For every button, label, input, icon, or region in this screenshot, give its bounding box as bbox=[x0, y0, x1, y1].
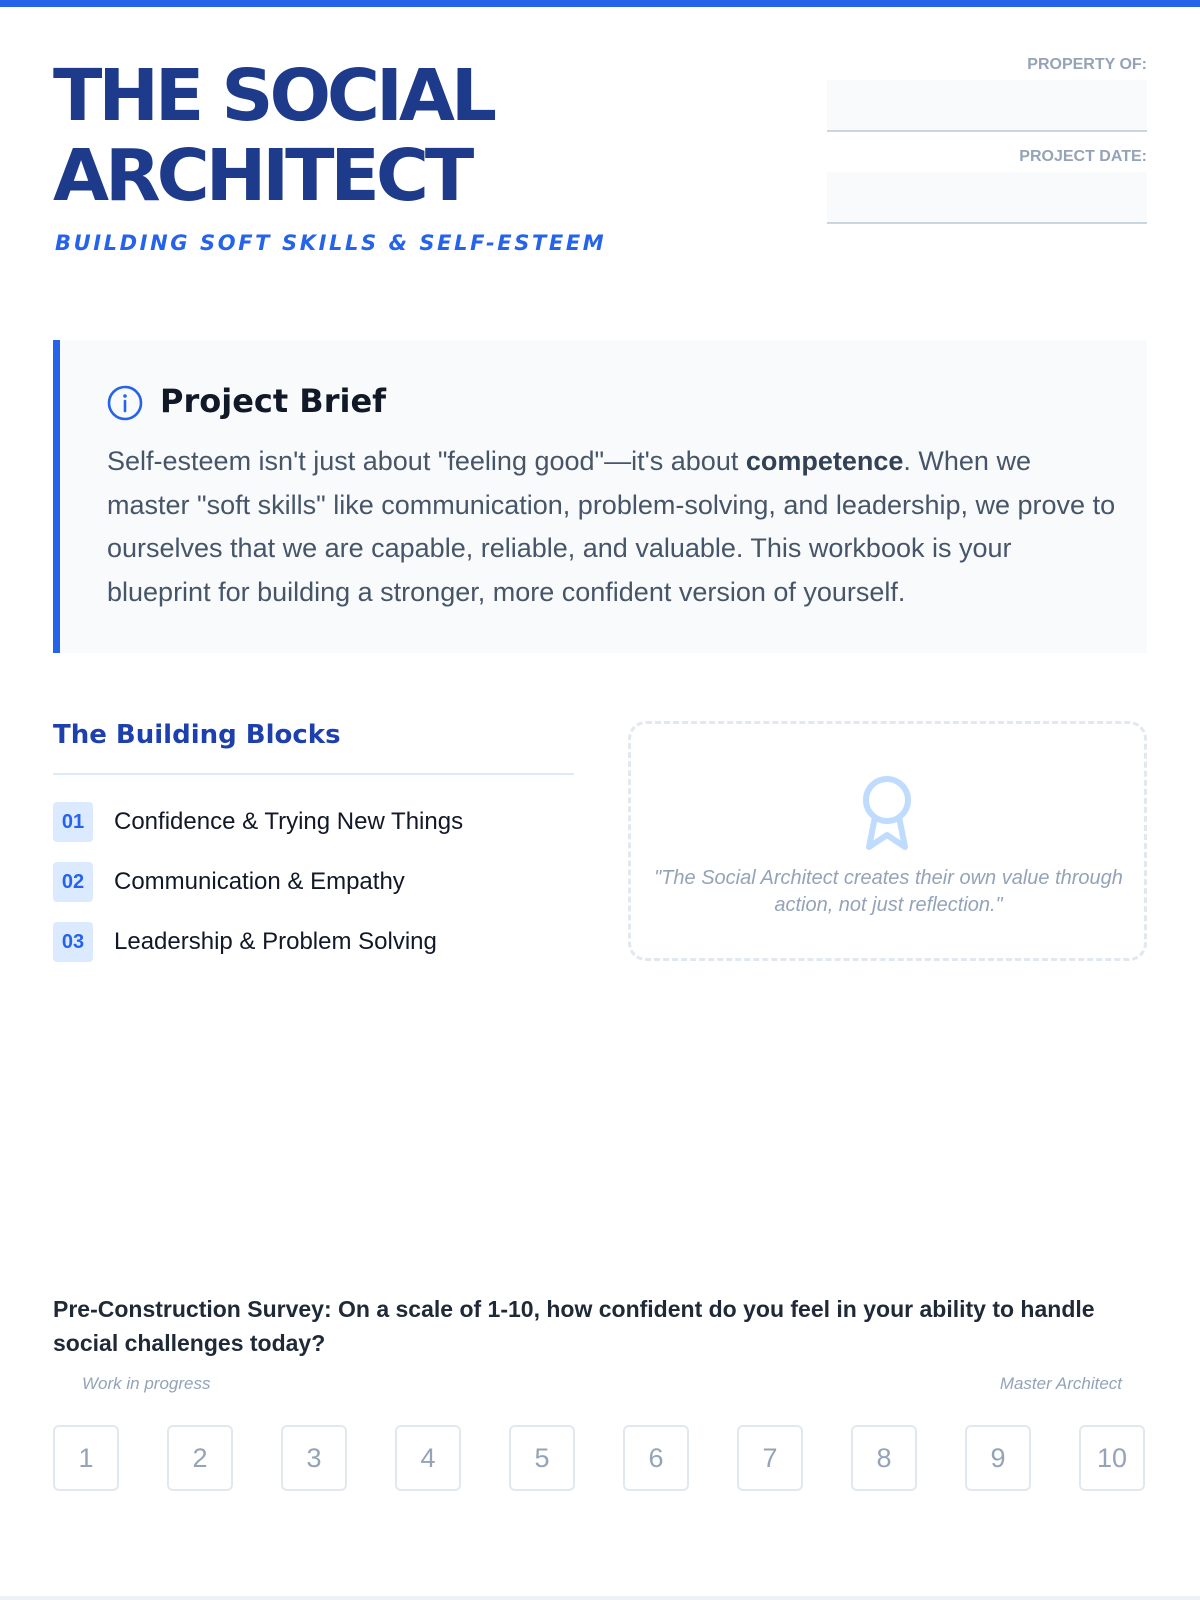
rating-option-7[interactable]: 7 bbox=[737, 1425, 803, 1491]
property-label: PROPERTY OF: bbox=[1027, 56, 1147, 73]
rating-option-4[interactable]: 4 bbox=[395, 1425, 461, 1491]
title-line-2: ARCHITECT bbox=[53, 134, 471, 217]
info-icon bbox=[107, 385, 143, 421]
brief-text-end: . When we master "soft skills" like communication, problem-solving, and leadership, we prove to ourselves that we are capable, reliable, and valuable. This workbook is your blueprint for building a stronger, more confident version of yourself. bbox=[107, 446, 1116, 607]
rating-option-5[interactable]: 5 bbox=[509, 1425, 575, 1491]
subtitle: BUILDING SOFT SKILLS & SELF-ESTEEM bbox=[55, 231, 607, 255]
scale-high-label: Master Architect bbox=[999, 1374, 1122, 1393]
divider bbox=[53, 773, 574, 775]
item-label: Leadership & Problem Solving bbox=[114, 928, 437, 955]
quote-text: "The Social Architect creates their own value through action, not just reflection." bbox=[654, 867, 1123, 916]
rating-option-9[interactable]: 9 bbox=[965, 1425, 1031, 1491]
project-brief-title: Project Brief bbox=[160, 382, 387, 420]
bottom-accent-bar bbox=[0, 1596, 1200, 1600]
item-number-badge: 03 bbox=[53, 922, 93, 962]
page-title bbox=[53, 56, 493, 216]
rating-option-10[interactable]: 10 bbox=[1079, 1425, 1145, 1491]
rating-option-8[interactable]: 8 bbox=[851, 1425, 917, 1491]
project-brief-text bbox=[107, 440, 1117, 614]
scale-low-label: Work in progress bbox=[82, 1374, 211, 1393]
title-line-1: THE SOCIAL bbox=[53, 54, 493, 137]
property-field[interactable] bbox=[827, 80, 1147, 132]
item-label: Communication & Empathy bbox=[114, 868, 405, 895]
rating-option-3[interactable]: 3 bbox=[281, 1425, 347, 1491]
survey-question: Pre-Construction Survey: On a scale of 1-10, how confident do you feel in your ability to handle social challenges today? bbox=[53, 1296, 1095, 1356]
rating-scale bbox=[53, 1425, 1147, 1491]
brief-text-start: Self-esteem isn't just about "feeling good"—it's about bbox=[107, 446, 746, 476]
project-date-label: PROJECT DATE: bbox=[1019, 148, 1147, 165]
quote-card bbox=[628, 721, 1147, 961]
project-date-field[interactable] bbox=[827, 172, 1147, 224]
building-blocks-title: The Building Blocks bbox=[53, 720, 341, 750]
award-ribbon-icon bbox=[860, 774, 914, 854]
rating-option-1[interactable]: 1 bbox=[53, 1425, 119, 1491]
brief-text-emphasis: competence bbox=[745, 446, 904, 476]
item-number-badge: 02 bbox=[53, 862, 93, 902]
project-brief-panel bbox=[53, 340, 1147, 653]
item-number-badge: 01 bbox=[53, 802, 93, 842]
rating-option-2[interactable]: 2 bbox=[167, 1425, 233, 1491]
top-accent-bar bbox=[0, 0, 1200, 7]
item-label: Confidence & Trying New Things bbox=[114, 808, 464, 835]
rating-option-6[interactable]: 6 bbox=[623, 1425, 689, 1491]
